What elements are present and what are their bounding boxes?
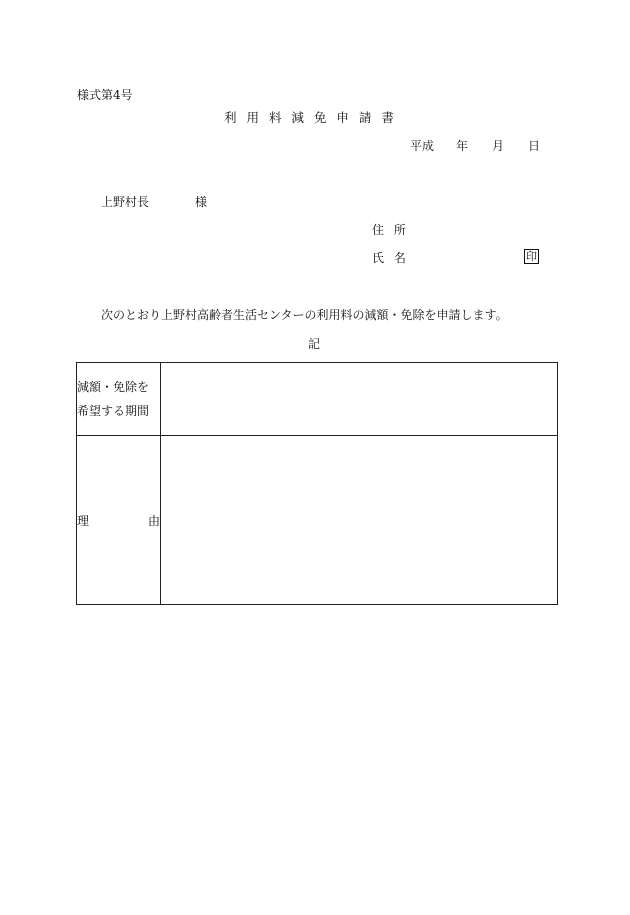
- period-row: [77, 363, 558, 436]
- date-month: 月: [492, 139, 505, 153]
- date-year: 年: [456, 139, 469, 153]
- period-field[interactable]: [161, 363, 558, 436]
- ki-heading: 記: [308, 337, 321, 351]
- period-label: [77, 363, 161, 436]
- name-label: 氏 名: [372, 251, 406, 265]
- form-number: 様式第4号: [77, 88, 133, 102]
- page-title: 利 用 料 減 免 申 請 書: [224, 110, 394, 125]
- date-day: 日: [528, 139, 541, 153]
- reason-label-char-2: 由: [147, 513, 160, 528]
- reason-row: [77, 436, 558, 605]
- addressee-honorific: 様: [195, 195, 208, 209]
- seal-mark: 印: [526, 250, 537, 263]
- reason-label-char-1: 理: [77, 513, 90, 528]
- period-label-line2: 希望する期間: [77, 404, 150, 418]
- reason-field[interactable]: [161, 436, 558, 605]
- reason-label: [77, 436, 161, 605]
- address-label: 住 所: [372, 223, 406, 237]
- date-era: 平成: [410, 139, 435, 153]
- addressee-name: 上野村長: [101, 195, 150, 209]
- body-text: 次のとおり上野村高齢者生活センターの利用料の減額・免除を申請します。: [101, 308, 508, 322]
- application-table: [76, 362, 558, 605]
- period-label-line1: 減額・免除を: [77, 380, 150, 394]
